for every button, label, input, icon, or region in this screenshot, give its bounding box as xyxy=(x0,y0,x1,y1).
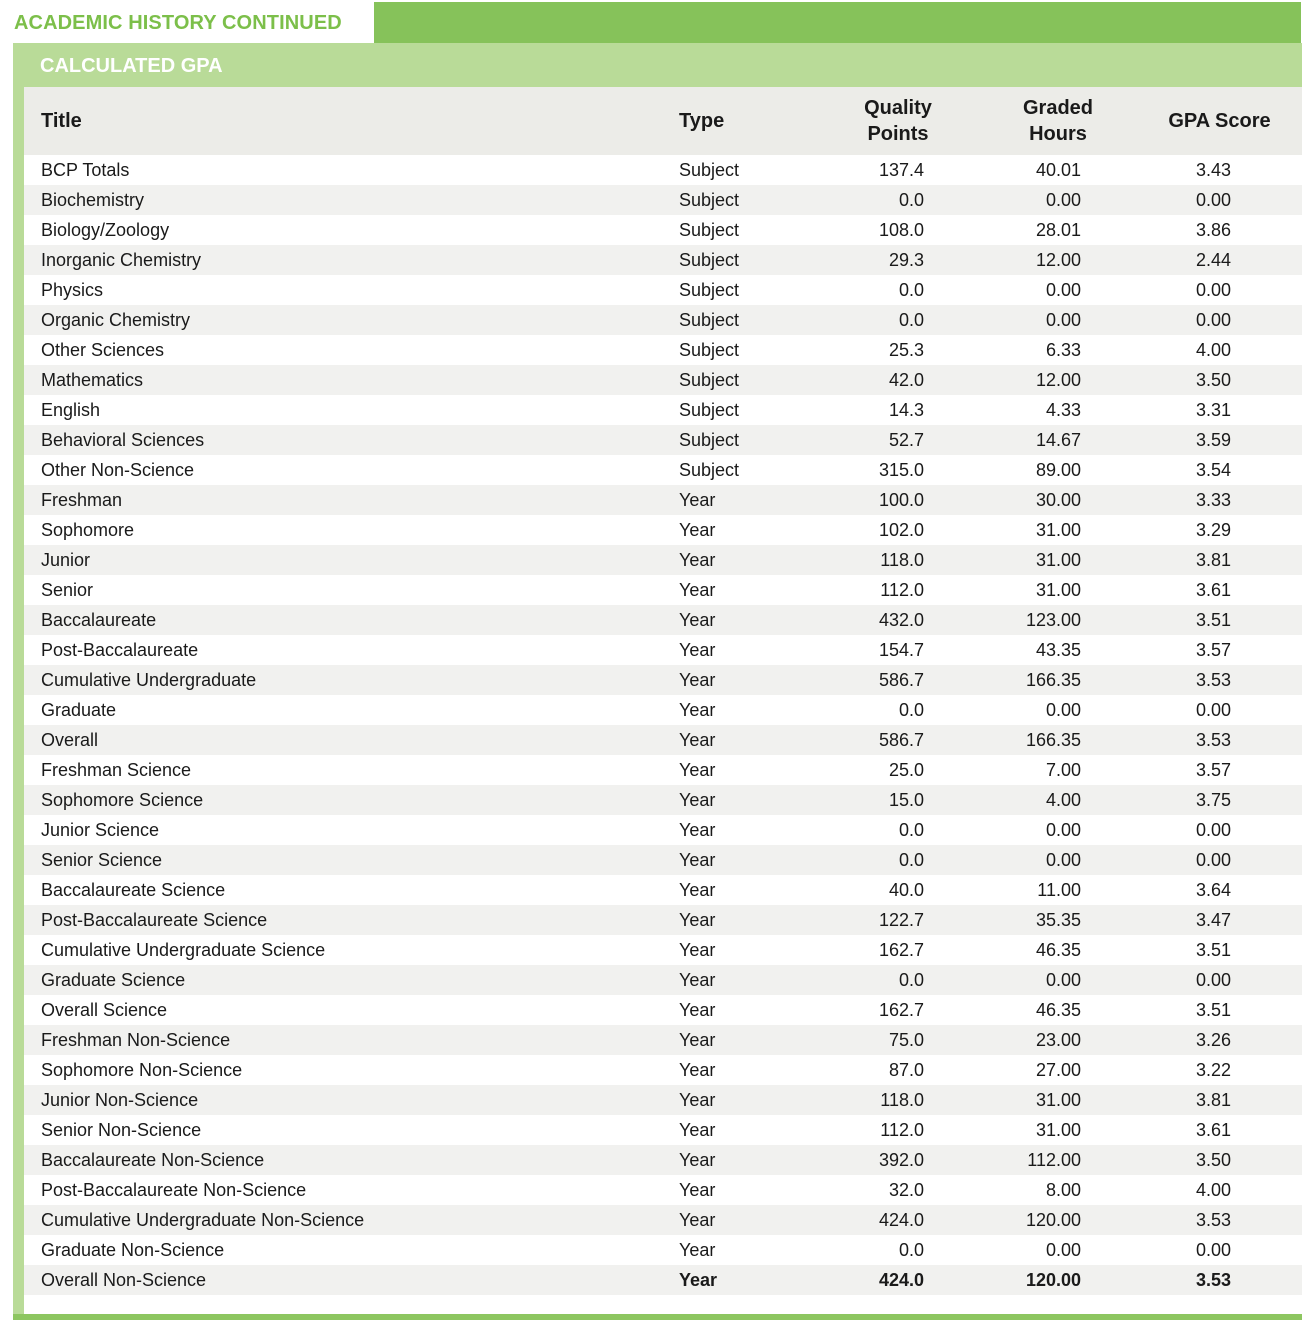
row-type: Subject xyxy=(679,430,740,450)
row-type: Year xyxy=(679,640,716,660)
row-title: Graduate Non-Science xyxy=(41,1240,225,1260)
row-type: Year xyxy=(679,490,716,510)
row-gpa-score: 3.53 xyxy=(1195,730,1231,750)
row-graded-hours: 4.00 xyxy=(1045,790,1081,810)
row-gpa-score: 0.00 xyxy=(1195,820,1231,840)
row-quality-points: 0.0 xyxy=(898,190,924,210)
row-gpa-score: 3.50 xyxy=(1195,370,1231,390)
row-quality-points: 586.7 xyxy=(878,670,924,690)
row-quality-points: 424.0 xyxy=(878,1210,924,1230)
row-quality-points: 14.3 xyxy=(888,400,924,420)
table-row xyxy=(24,1235,1302,1265)
table-row xyxy=(24,1055,1302,1085)
row-gpa-score: 3.86 xyxy=(1195,220,1231,240)
row-title: Cumulative Undergraduate Science xyxy=(41,940,326,960)
row-gpa-score: 3.61 xyxy=(1195,580,1231,600)
row-title: Inorganic Chemistry xyxy=(41,250,202,270)
row-graded-hours: 14.67 xyxy=(1035,430,1081,450)
row-title: Graduate Science xyxy=(41,970,186,990)
row-type: Year xyxy=(679,1210,716,1230)
row-graded-hours: 31.00 xyxy=(1035,1090,1081,1110)
row-type: Subject xyxy=(679,460,740,480)
row-quality-points: 424.0 xyxy=(878,1270,924,1290)
table-row xyxy=(24,785,1302,815)
row-gpa-score: 3.75 xyxy=(1195,790,1231,810)
row-graded-hours: 30.00 xyxy=(1035,490,1081,510)
row-graded-hours: 11.00 xyxy=(1037,880,1081,900)
row-title: Junior Non-Science xyxy=(41,1090,199,1110)
row-gpa-score: 3.53 xyxy=(1195,1210,1231,1230)
row-graded-hours: 166.35 xyxy=(1025,730,1081,750)
row-type: Subject xyxy=(679,250,740,270)
row-gpa-score: 3.57 xyxy=(1195,640,1231,660)
row-graded-hours: 8.00 xyxy=(1045,1180,1081,1200)
row-type: Subject xyxy=(679,340,740,360)
table-row xyxy=(24,335,1302,365)
row-gpa-score: 0.00 xyxy=(1195,310,1231,330)
row-title: Baccalaureate Non-Science xyxy=(41,1150,265,1170)
row-quality-points: 137.4 xyxy=(878,160,924,180)
row-quality-points: 0.0 xyxy=(898,700,924,720)
row-gpa-score: 3.81 xyxy=(1195,550,1231,570)
row-quality-points: 52.7 xyxy=(888,430,924,450)
row-graded-hours: 0.00 xyxy=(1045,280,1081,300)
row-graded-hours: 0.00 xyxy=(1045,1240,1081,1260)
table-row xyxy=(24,275,1302,305)
table-row xyxy=(24,1115,1302,1145)
row-quality-points: 112.0 xyxy=(880,580,924,600)
column-header-label: Quality Points xyxy=(864,97,932,145)
column-header-gpa-score: GPA Score xyxy=(1168,110,1271,132)
row-title: Mathematics xyxy=(41,370,144,390)
row-gpa-score: 3.54 xyxy=(1195,460,1231,480)
row-gpa-score: 0.00 xyxy=(1195,700,1231,720)
row-type: Year xyxy=(679,760,716,780)
row-graded-hours: 166.35 xyxy=(1025,670,1081,690)
row-graded-hours: 40.01 xyxy=(1035,160,1081,180)
row-graded-hours: 120.00 xyxy=(1025,1210,1081,1230)
column-header-type: Type xyxy=(679,110,725,132)
row-graded-hours: 6.33 xyxy=(1045,340,1081,360)
row-type: Subject xyxy=(679,220,740,240)
row-title: Biology/Zoology xyxy=(41,220,170,240)
row-title: Post-Baccalaureate xyxy=(41,640,199,660)
row-title: English xyxy=(41,400,101,420)
row-type: Subject xyxy=(679,160,740,180)
row-title: Overall Science xyxy=(41,1000,168,1020)
row-type: Year xyxy=(679,1240,716,1260)
row-gpa-score: 3.43 xyxy=(1195,160,1231,180)
table-row xyxy=(24,425,1302,455)
row-graded-hours: 4.33 xyxy=(1045,400,1081,420)
gpa-table-body xyxy=(24,155,1302,1295)
row-graded-hours: 0.00 xyxy=(1045,820,1081,840)
row-gpa-score: 4.00 xyxy=(1195,1180,1231,1200)
row-gpa-score: 3.50 xyxy=(1195,1150,1231,1170)
row-title: Post-Baccalaureate Science xyxy=(41,910,268,930)
table-row xyxy=(24,305,1302,335)
row-title: Overall xyxy=(41,730,99,750)
table-row xyxy=(24,725,1302,755)
table-row xyxy=(24,545,1302,575)
row-type: Year xyxy=(679,580,716,600)
row-gpa-score: 3.64 xyxy=(1195,880,1231,900)
row-quality-points: 154.7 xyxy=(878,640,924,660)
row-graded-hours: 27.00 xyxy=(1035,1060,1081,1080)
row-type: Year xyxy=(679,820,716,840)
row-graded-hours: 7.00 xyxy=(1045,760,1081,780)
section-header-bar xyxy=(374,2,1301,43)
row-quality-points: 0.0 xyxy=(898,820,924,840)
table-row xyxy=(24,365,1302,395)
row-type: Year xyxy=(679,1030,716,1050)
row-title: Senior Science xyxy=(41,850,163,870)
row-graded-hours: 46.35 xyxy=(1035,1000,1081,1020)
row-quality-points: 32.0 xyxy=(888,1180,924,1200)
row-gpa-score: 3.33 xyxy=(1195,490,1231,510)
table-row xyxy=(24,245,1302,275)
row-type: Year xyxy=(679,1150,716,1170)
row-graded-hours: 31.00 xyxy=(1035,1120,1081,1140)
row-type: Subject xyxy=(679,370,740,390)
row-gpa-score: 0.00 xyxy=(1195,280,1231,300)
row-title: Other Non-Science xyxy=(41,460,195,480)
row-quality-points: 100.0 xyxy=(878,490,924,510)
row-quality-points: 0.0 xyxy=(898,280,924,300)
gpa-table xyxy=(24,87,1302,1295)
row-gpa-score: 3.29 xyxy=(1195,520,1231,540)
row-quality-points: 40.0 xyxy=(888,880,924,900)
row-title: Junior Science xyxy=(41,820,160,840)
row-type: Year xyxy=(679,910,716,930)
row-type: Year xyxy=(679,850,716,870)
row-gpa-score: 3.81 xyxy=(1195,1090,1231,1110)
row-quality-points: 0.0 xyxy=(898,970,924,990)
row-type: Year xyxy=(679,940,716,960)
row-title: Post-Baccalaureate Non-Science xyxy=(41,1180,307,1200)
row-type: Year xyxy=(679,1180,716,1200)
table-row xyxy=(24,455,1302,485)
row-quality-points: 118.0 xyxy=(880,550,924,570)
row-title: Freshman xyxy=(41,490,123,510)
table-row xyxy=(24,1265,1302,1295)
table-row xyxy=(24,515,1302,545)
column-header-title: Title xyxy=(41,110,82,132)
row-graded-hours: 31.00 xyxy=(1035,580,1081,600)
gpa-table-container xyxy=(24,87,1302,1318)
row-graded-hours: 23.00 xyxy=(1035,1030,1081,1050)
table-row xyxy=(24,1025,1302,1055)
row-quality-points: 122.7 xyxy=(878,910,924,930)
row-graded-hours: 120.00 xyxy=(1025,1270,1081,1290)
row-graded-hours: 12.00 xyxy=(1035,370,1081,390)
row-gpa-score: 4.00 xyxy=(1195,340,1231,360)
row-type: Year xyxy=(679,670,716,690)
table-row xyxy=(24,215,1302,245)
row-gpa-score: 3.53 xyxy=(1195,670,1231,690)
table-header-row xyxy=(24,87,1302,155)
row-quality-points: 102.0 xyxy=(878,520,924,540)
table-row xyxy=(24,845,1302,875)
row-graded-hours: 46.35 xyxy=(1035,940,1081,960)
row-quality-points: 315.0 xyxy=(878,460,924,480)
table-row xyxy=(24,605,1302,635)
row-title: Overall Non-Science xyxy=(41,1270,207,1290)
row-title: Freshman Science xyxy=(41,760,192,780)
row-type: Year xyxy=(679,1270,718,1290)
row-graded-hours: 31.00 xyxy=(1035,520,1081,540)
row-gpa-score: 3.51 xyxy=(1195,940,1231,960)
row-gpa-score: 3.31 xyxy=(1195,400,1231,420)
table-row xyxy=(24,1205,1302,1235)
row-title: Sophomore Science xyxy=(41,790,204,810)
row-quality-points: 0.0 xyxy=(898,310,924,330)
table-row xyxy=(24,815,1302,845)
row-quality-points: 87.0 xyxy=(888,1060,924,1080)
table-row xyxy=(24,695,1302,725)
table-row xyxy=(24,635,1302,665)
row-title: Junior xyxy=(41,550,91,570)
row-graded-hours: 31.00 xyxy=(1035,550,1081,570)
row-quality-points: 25.3 xyxy=(888,340,924,360)
row-gpa-score: 3.22 xyxy=(1195,1060,1231,1080)
row-type: Year xyxy=(679,1090,716,1110)
table-row xyxy=(24,935,1302,965)
row-title: Cumulative Undergraduate xyxy=(41,670,257,690)
row-type: Year xyxy=(679,520,716,540)
row-graded-hours: 112.00 xyxy=(1027,1150,1081,1170)
column-header-graded-hours xyxy=(979,87,1137,155)
row-quality-points: 25.0 xyxy=(888,760,924,780)
table-row xyxy=(24,755,1302,785)
row-title: Senior Non-Science xyxy=(41,1120,202,1140)
row-type: Subject xyxy=(679,280,740,300)
section-title: ACADEMIC HISTORY CONTINUED xyxy=(0,0,374,43)
table-row xyxy=(24,155,1302,185)
panel-title: CALCULATED GPA xyxy=(40,55,223,77)
table-row xyxy=(24,1145,1302,1175)
row-type: Year xyxy=(679,550,716,570)
row-title: Senior xyxy=(41,580,94,600)
table-row xyxy=(24,185,1302,215)
row-type: Year xyxy=(679,610,716,630)
row-gpa-score: 3.47 xyxy=(1195,910,1231,930)
row-type: Year xyxy=(679,700,716,720)
row-graded-hours: 35.35 xyxy=(1035,910,1081,930)
row-quality-points: 0.0 xyxy=(898,850,924,870)
row-gpa-score: 3.51 xyxy=(1195,1000,1231,1020)
row-quality-points: 432.0 xyxy=(878,610,924,630)
row-quality-points: 392.0 xyxy=(878,1150,924,1170)
table-row xyxy=(24,995,1302,1025)
row-quality-points: 42.0 xyxy=(888,370,924,390)
row-type: Year xyxy=(679,880,716,900)
row-graded-hours: 0.00 xyxy=(1045,700,1081,720)
row-gpa-score: 0.00 xyxy=(1195,850,1231,870)
row-graded-hours: 12.00 xyxy=(1035,250,1081,270)
row-quality-points: 15.0 xyxy=(888,790,924,810)
row-graded-hours: 123.00 xyxy=(1025,610,1081,630)
row-type: Year xyxy=(679,1120,716,1140)
row-type: Year xyxy=(679,1060,716,1080)
row-gpa-score: 0.00 xyxy=(1195,1240,1231,1260)
row-title: Cumulative Undergraduate Non-Science xyxy=(41,1210,365,1230)
row-title: Sophomore xyxy=(41,520,135,540)
row-quality-points: 118.0 xyxy=(880,1090,924,1110)
table-row xyxy=(24,905,1302,935)
column-header-quality-points xyxy=(817,87,979,155)
row-title: Physics xyxy=(41,280,104,300)
row-title: Baccalaureate Science xyxy=(41,880,226,900)
table-row xyxy=(24,395,1302,425)
row-quality-points: 112.0 xyxy=(880,1120,924,1140)
row-gpa-score: 3.57 xyxy=(1195,760,1231,780)
table-row xyxy=(24,665,1302,695)
row-title: Sophomore Non-Science xyxy=(41,1060,243,1080)
row-title: Freshman Non-Science xyxy=(41,1030,231,1050)
row-type: Year xyxy=(679,970,716,990)
row-graded-hours: 28.01 xyxy=(1035,220,1081,240)
row-type: Year xyxy=(679,1000,716,1020)
row-graded-hours: 89.00 xyxy=(1035,460,1081,480)
column-header-label: Graded Hours xyxy=(1022,97,1094,145)
table-row xyxy=(24,485,1302,515)
row-quality-points: 108.0 xyxy=(878,220,924,240)
row-quality-points: 75.0 xyxy=(888,1030,924,1050)
row-title: Graduate xyxy=(41,700,117,720)
row-graded-hours: 0.00 xyxy=(1045,850,1081,870)
row-gpa-score: 3.61 xyxy=(1195,1120,1231,1140)
row-gpa-score: 3.59 xyxy=(1195,430,1231,450)
table-row xyxy=(24,1175,1302,1205)
row-gpa-score: 3.51 xyxy=(1195,610,1231,630)
row-type: Year xyxy=(679,730,716,750)
panel-bottom-border xyxy=(13,1314,1302,1320)
calculated-gpa-panel xyxy=(13,43,1302,1318)
row-graded-hours: 0.00 xyxy=(1045,970,1081,990)
row-title: Other Sciences xyxy=(41,340,165,360)
table-row xyxy=(24,1085,1302,1115)
row-graded-hours: 43.35 xyxy=(1035,640,1081,660)
row-title: Baccalaureate xyxy=(41,610,157,630)
row-quality-points: 162.7 xyxy=(878,1000,924,1020)
row-gpa-score: 2.44 xyxy=(1195,250,1231,270)
table-row xyxy=(24,965,1302,995)
table-row xyxy=(24,875,1302,905)
row-title: Biochemistry xyxy=(41,190,145,210)
table-row xyxy=(24,575,1302,605)
row-type: Year xyxy=(679,790,716,810)
row-gpa-score: 3.53 xyxy=(1195,1270,1231,1290)
row-gpa-score: 3.26 xyxy=(1195,1030,1231,1050)
row-title: BCP Totals xyxy=(41,160,130,180)
row-quality-points: 162.7 xyxy=(878,940,924,960)
row-type: Subject xyxy=(679,400,740,420)
row-title: Behavioral Sciences xyxy=(41,430,205,450)
row-type: Subject xyxy=(679,190,740,210)
row-quality-points: 29.3 xyxy=(888,250,924,270)
row-graded-hours: 0.00 xyxy=(1045,310,1081,330)
row-gpa-score: 0.00 xyxy=(1195,970,1231,990)
row-quality-points: 0.0 xyxy=(898,1240,924,1260)
row-title: Organic Chemistry xyxy=(41,310,191,330)
row-graded-hours: 0.00 xyxy=(1045,190,1081,210)
row-quality-points: 586.7 xyxy=(878,730,924,750)
row-type: Subject xyxy=(679,310,740,330)
row-gpa-score: 0.00 xyxy=(1195,190,1231,210)
